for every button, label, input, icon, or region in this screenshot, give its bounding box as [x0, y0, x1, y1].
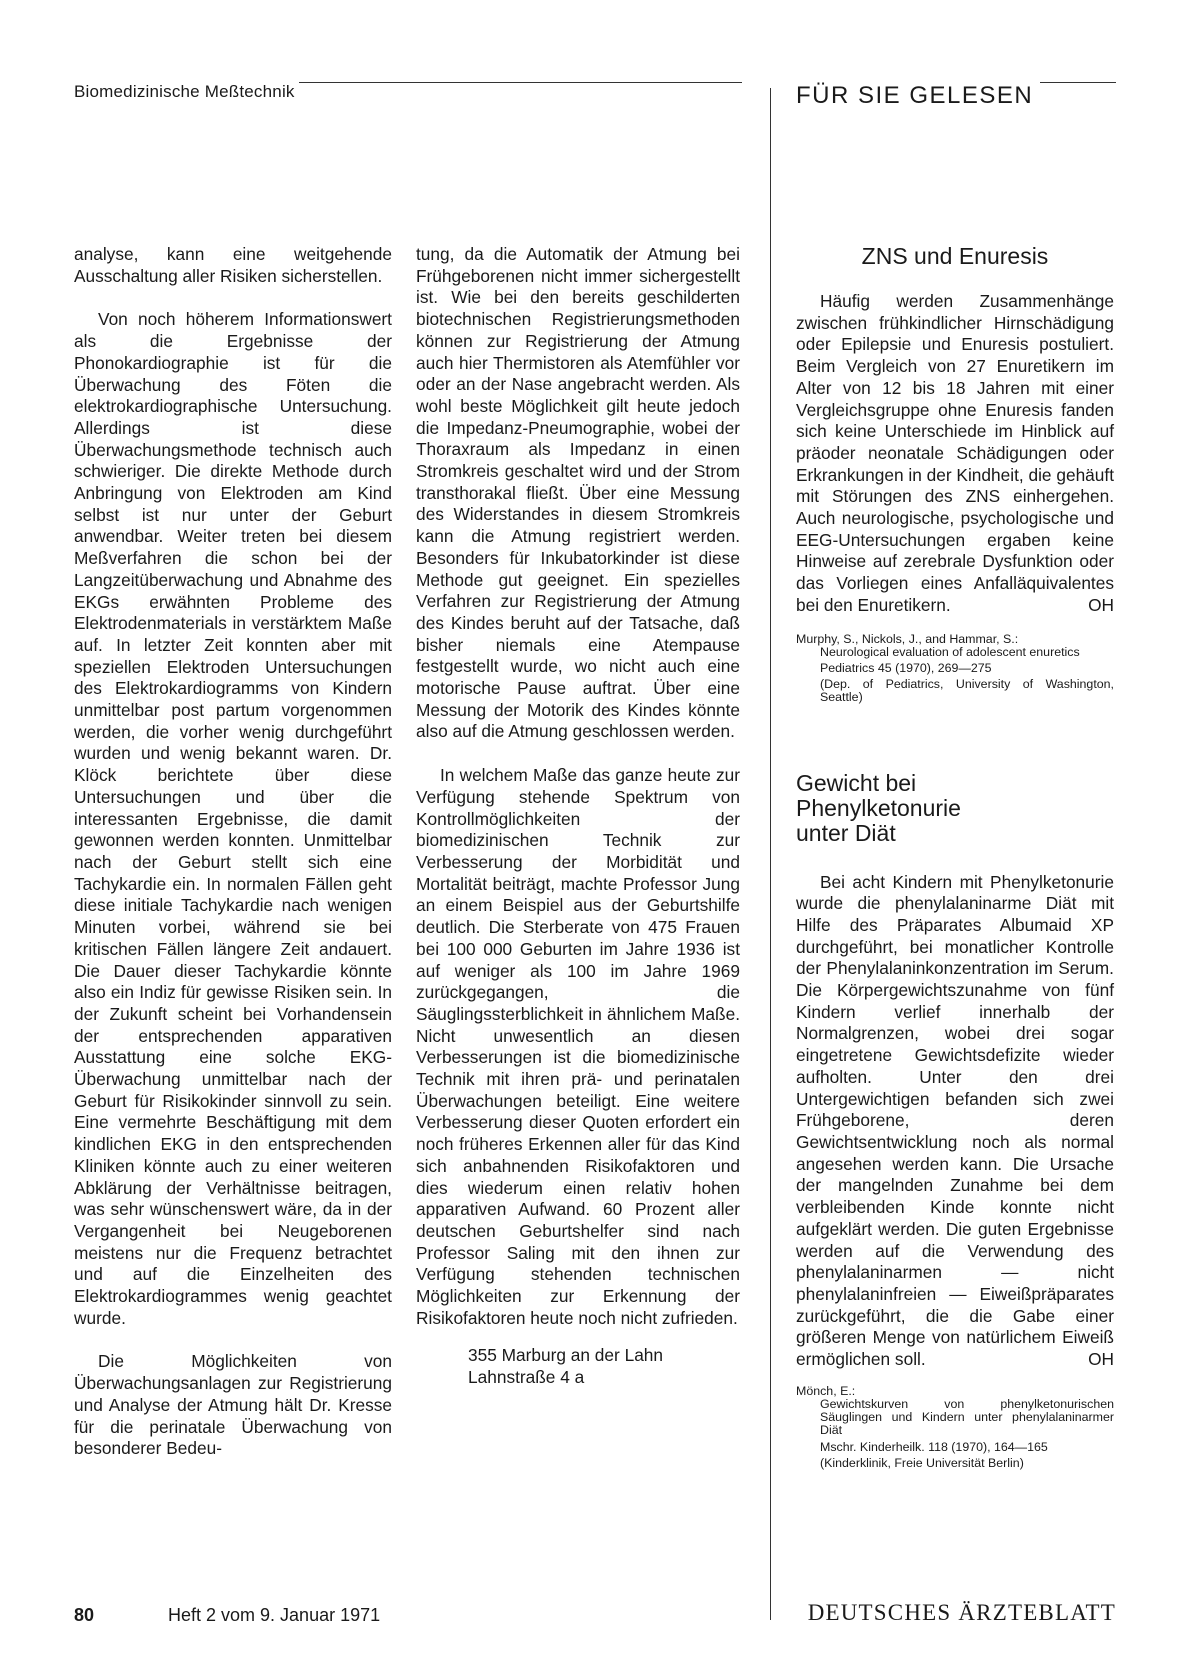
- reference-authors: Murphy, S., Nickols, J., and Hammar, S.:: [796, 631, 1019, 646]
- article-title: ZNS und Enuresis: [861, 243, 1049, 269]
- author-initials: OH: [1088, 1349, 1114, 1370]
- reference-affiliation: (Kinderklinik, Freie Universität Berlin): [820, 1455, 1024, 1470]
- title-line: Gewicht bei: [796, 769, 917, 796]
- title-line: Phenylketonurie: [796, 794, 961, 821]
- article-body: [796, 872, 1114, 1371]
- author-address: [416, 1345, 740, 1388]
- reference-title: Neurological evaluation of adolescent enuretics: [820, 644, 1080, 659]
- main-column-2: [416, 244, 740, 1389]
- column-divider: [770, 88, 771, 1620]
- paragraph: Von noch höherem Informationswert als die Ergebnisse der Phonokardiographie ist für die Überwachung des Föten die elektrokardiographische Untersuchung. Allerdings ist diese Überwachungsmethode technisch auch schwieriger. Die direkte Methode durch Anbringung von Elektroden am Kind selbst ist nur unter der Geburt anwendbar. Weiter treten bei diesem Meßverfahren die schon bei der Langzeitüberwachung und Abnahme des EKGs erwähnten Probleme des Elektrodenmaterials in verstärktem Maße auf. In letzter Zeit konnten aber mit speziellen Elektroden Untersuchungen des Elektrokardiogramms von Kindern unmittelbar post partum vorgenommen werden, die vorher wenig durchgeführt wurden und wenig bekannt waren. Dr. Klöck berichtete über diese Untersuchungen und über die interessanten Ergebnisse, die damit gewonnen werden konnten. Unmittelbar nach der Geburt stellt sich eine Tachykardie ein. In normalen Fällen geht diese initiale Tachykardie nach wenigen Minuten vorbei, während sie bei kritischen Fällen längere Zeit andauert. Die Dauer dieser Tachykardie könnte also ein Indiz für gewisse Risiken sein. In der Zukunft scheint bei Vorhandensein der entsprechenden apparativen Ausstattung eine solche EKG-Überwachung unmittelbar nach der Geburt für Risikokinder sinnvoll zu sein. Eine vermehrte Beschäftigung mit dem kindlichen EKG in den entsprechenden Kliniken könnte auch zu einer weiteren Abklärung der Verhältnisse beitragen, was sehr wünschenswert wäre, da in der Vergangenheit bei Neugeborenen meistens nur die Frequenz betrachtet und auf die Einzelheiten des Elektrokardiogrammes wenig geachtet wurde.: [74, 309, 392, 1328]
- reference-journal: Mschr. Kinderheilk. 118 (1970), 164—165: [820, 1439, 1048, 1454]
- reference: [796, 633, 1114, 705]
- paragraph: analyse, kann eine weitgehende Ausschaltung aller Risiken sicherstellen.: [74, 244, 392, 286]
- paragraph: In welchem Maße das ganze heute zur Verfügung stehende Spektrum von Kontrollmöglichkeiten der biomedizinischen Technik zur Verbesserung der Morbidität und Mortalität beiträgt, machte Professor Jung an einem Beispiel aus der Geburtshilfe deutlich. Die Sterberate von 475 Frauen bei 100 000 Geburten im Jahre 1936 ist auf weniger als 100 im Jahre 1969 zurückgegangen, die Säuglingssterblichkeit in ähnlichem Maße. Nicht unwesentlich an diesen Verbesserungen ist die biomedizinische Technik mit ihren prä- und perinatalen Überwachungen beteiligt. Eine weitere Verbesserung dieser Quoten erfordert ein noch früheres Erkennen aller für das Kind sich anbahnenden Risikofaktoren und dies wiederum einen relativ hohen apparativen Aufwand. 60 Prozent aller deutschen Geburtshelfer sind nach Professor Saling mit den ihnen zur Verfügung stehenden technischen Möglichkeiten zur Erkennung der Risikofaktoren heute noch nicht zufrieden.: [416, 765, 740, 1328]
- reference-journal: Pediatrics 45 (1970), 269—275: [820, 660, 992, 675]
- title-line: unter Diät: [796, 819, 896, 846]
- address-line: Lahnstraße 4 a: [468, 1367, 585, 1388]
- paragraph: Die Möglichkeiten von Überwachungsanlagen zur Registrierung und Analyse der Atmung hält Dr. Kresse für die perinatale Überwachung von besonderer Bedeu-: [74, 1351, 392, 1459]
- article-title: [796, 771, 1114, 846]
- header-rule-right: [1040, 82, 1116, 83]
- author-initials: OH: [1088, 594, 1114, 615]
- article-body-text: Häufig werden Zusammenhänge zwischen frühkindlicher Hirnschädigung oder Epilepsie und Enuresis postuliert. Beim Vergleich von 27 Enuretikern im Alter von 12 bis 18 Jahren mit einer Vergleichsgruppe ohne Enuresis fanden sich keine Unterschiede im Hinblick auf präoder neonatale Schädigungen oder Erkrankungen in der Kindheit, die gehäuft mit Störungen des ZNS einhergehen. Auch neurologische, psychologische und EEG-Untersuchungen ergaben keine Hinweise auf zerebrale Dysfunktion oder das Vorliegen eines Anfalläquivalentes bei den Enuretikern.: [796, 291, 1114, 615]
- section-title-right: FÜR SIE GELESEN: [796, 82, 1034, 109]
- reference: [796, 1385, 1114, 1470]
- address-line: 355 Marburg an der Lahn: [468, 1345, 664, 1366]
- sidebar-column: [796, 244, 1114, 1470]
- article-body: [796, 291, 1114, 617]
- article-body-text: Bei acht Kindern mit Phenylketonurie wurde die phenylalaninarme Diät mit Hilfe des Präparates Albumaid XP durchgeführt, bei monatlicher Kontrolle der Phenylalaninkonzentration im Serum. Die Körpergewichtszunahme von fünf Kindern verlief innerhalb der Normalgrenzen, wobei drei sogar eingetretene Gewichtsdefizite wieder aufholten. Unter den drei Untergewichtigen befanden sich zwei Frühgeborene, deren Gewichtsentwicklung noch als normal angesehen werden kann. Die Ursache der mangelnden Zunahme bei dem verbleibenden Kinde konnte nicht aufgeklärt werden. Die guten Ergebnisse werden auf die Verwendung des phenylalaninarmen — nicht phenylalaninfreien — Eiweißpräparates zurückgeführt, die die Gabe einer größeren Menge von natürlichem Eiweiß ermöglichen soll.: [796, 871, 1114, 1370]
- reference-authors: Mönch, E.:: [796, 1383, 856, 1398]
- reference-affiliation: (Dep. of Pediatrics, University of Washington, Seattle): [820, 677, 1114, 705]
- reference-title: Gewichtskurven von phenylketonurischen Säuglingen und Kindern unter phenylalaninarmer Diät: [820, 1396, 1114, 1438]
- issue-info: Heft 2 vom 9. Januar 1971: [168, 1605, 381, 1625]
- journal-name: DEUTSCHES ÄRZTEBLATT: [807, 1600, 1116, 1625]
- section-title-left: Biomedizinische Meßtechnik: [74, 82, 299, 102]
- page-number: 80: [74, 1605, 95, 1625]
- paragraph: tung, da die Automatik der Atmung bei Frühgeborenen nicht immer sichergestellt ist. Wie bei den bereits geschilderten biotechnischen Registrierungsmethoden können zur Registrierung der Atmung auch hier Thermistoren als Atemfühler vor oder an der Nase angebracht werden. Als wohl beste Möglichkeit gilt heute jedoch die Impedanz-Pneumographie, wobei der Thoraxraum als Impedanz in einen Stromkreis geschaltet wird und der Strom transthorakal fließt. Über eine Messung des Widerstandes in diesem Stromkreis kann die Atmung registriert werden. Besonders für Inkubatorkinder ist diese Methode gut geeignet. Ein spezielles Verfahren zur Registrierung der Atmung des Kindes beruht auf der Tatsache, daß bisher niemals eine Atempause festgestellt wurde, wo nicht auch eine motorische Pause auftrat. Über eine Messung der Motorik des Kindes könnte also auf die Atmung geschlossen werden.: [416, 244, 740, 742]
- main-column-1: [74, 244, 392, 1460]
